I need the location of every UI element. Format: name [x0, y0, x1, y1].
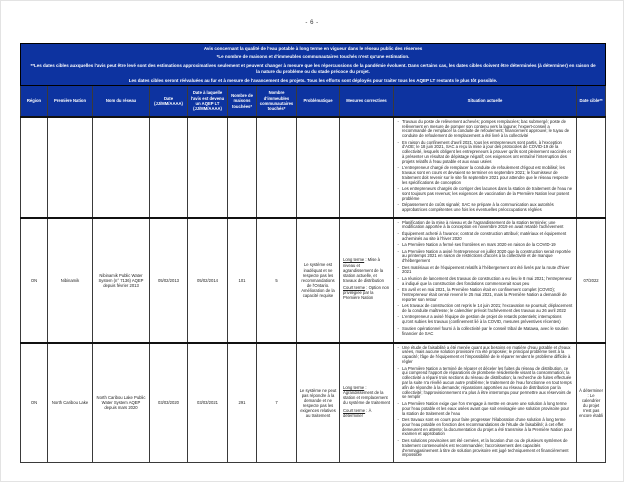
- situation-bullet: - Une étude de faisabilité a été menée quant aux besoins en matière d'eau potable et d'eaux usées, mais aucune solution provisoire n'a été proposée; le principal problème tient à la capacité; l'âge de l'équipement et l'impossibilité de le réparer rendent le problème difficile à régler: [397, 346, 573, 365]
- col-header-first-nation: Première Nation: [48, 86, 93, 117]
- cell-problem: [297, 117, 340, 218]
- situation-bullet: - Équipement acheté à l'avance; contrat de construction attribué; matériaux et équipement acheminés au site à l'hiver 2020: [397, 232, 573, 242]
- cell-situation: [394, 117, 577, 218]
- cell-lt-date: 03/03/2021: [188, 343, 228, 463]
- situation-bullet: - En avril et en mai 2021, la Première Nation était en confinement complet (COVID); l'entrepreneur était censé revenir le 25 mai 2021, mais la Première Nation a demandé de reporter son retour: [397, 288, 573, 302]
- banner-footnote-3: Les dates cibles seront réévaluées au fur et à mesure de l'avancement des projets. Tous les efforts sont déployés pour traiter tous les AQEP LT restants le plus tôt possible.: [128, 77, 498, 83]
- cell-homes: 101: [228, 218, 257, 343]
- situation-bullet: - Travaux du poste de relèvement achevés; pompes remplacées; bac submergé; poste de relèvement en mesure de pomper son contenu vers la lagune; l'expert-conseil a recommandé de remplacer la conduite de refoulement; financement approuvé; le tuyau de conduite de refoulement de remplacement a été livré à la collectivité: [397, 120, 573, 139]
- page-number: - 6 -: [305, 20, 319, 26]
- situation-bullet-list: [397, 221, 573, 337]
- situation-bullet: - Dépassement de coûts signalé; SAC se prépare à la communication aux autorités approbatrices compétentes une fois les éventuelles préoccupations réglées: [397, 203, 573, 213]
- banner-footnote-2: **Les dates cibles auxquelles l'avis peut être levé sont des estimations approximatives seulement et peuvent changer à mesure que les répercussions de la pandémie évoluent. Dans certains cas, les dates cibles doivent être déterminées (à déterminer) en raison de la nature du problème ou du stade précoce du projet.: [30, 63, 596, 75]
- cell-buildings: [257, 117, 297, 218]
- advisory-row-nibinamik: [21, 218, 606, 343]
- col-header-buildings: Nombre d'immeubles communautaires touchés*: [257, 86, 297, 117]
- cell-measures: [340, 218, 394, 343]
- cell-date: 05/02/2013: [150, 218, 188, 343]
- measure-long-term: Long terme : Agrandissement de la station et remplacement du système de traitement: [343, 385, 391, 406]
- cell-situation: [394, 343, 577, 463]
- col-header-date: Date (JJ/MM/AAAA): [150, 86, 188, 117]
- cell-measures: [340, 343, 394, 463]
- col-header-target-date: Date cible**: [577, 86, 606, 117]
- cell-problem: Le système ne peut pas répondre à la demande et ne respecte pas les exigences relatives au traitement: [297, 343, 340, 463]
- cell-problem: Le système est inadéquat et ne respecte pas les recommandations de l'Ontario. Amélioration de la capacité requise: [297, 218, 340, 343]
- situation-bullet: - Les travaux de construction ont repris le 14 juin 2021; l'excavation se poursuit; déplacement de la conduite maîtresse; le calendrier prévoit l'achèvement des travaux au 26 avril 2022: [397, 304, 573, 314]
- col-header-network-name: Nom du réseau: [93, 86, 150, 117]
- cell-first-nation: North Caribou Lake: [48, 343, 93, 463]
- cell-lt-date: [188, 117, 228, 218]
- banner-lines: [21, 44, 605, 85]
- cell-network-name: [93, 117, 150, 218]
- situation-bullet: - La Première Nation a terminé de réparer et déceler les fuites du réseau de distribution, ce qui comprend l'apport de réparations de plomberie résidentielle visant la consommation; la collectivité a réparé trois sections du réseau de distribution; la recherche de fuites effectuée par la suite n'a révélé aucun autre problème; le traitement de l'eau fonctionne en tout temps afin de répondre à la demande; réparations apportées au réseau de distribution par la collectivité; l'approvisionnement n'a plus à être interrompu pour permettre aux réservoirs de se remplir: [397, 367, 573, 401]
- cell-homes: 291: [228, 343, 257, 463]
- situation-bullet-list: [397, 346, 573, 459]
- situation-bullet: - Les entrepreneurs chargés de corriger des lacunes dans la station de traitement de l'eau ne sont toujours pas revenus; les exigences de vaccination de la Première Nation leur posent problème: [397, 187, 573, 201]
- advisories-table: [20, 43, 606, 463]
- cell-target-date: 07/2022: [577, 218, 606, 343]
- situation-bullet: - La Première Nation exige que l'on s'engage à mettre en œuvre une solution à long terme pour l'eau potable et les eaux usées avant que soit envisagée une solution provisoire pour la station de traitement de l'eau: [397, 402, 573, 416]
- column-header-row: [21, 86, 606, 117]
- situation-bullet: - Des matériaux et de l'équipement relatifs à l'hébergement ont été livrés par la route d'hiver 2021: [397, 266, 573, 276]
- cell-region: ON: [21, 218, 48, 343]
- table-title-banner: [21, 44, 606, 86]
- cell-buildings: 5: [257, 218, 297, 343]
- situation-bullet-list: [397, 120, 573, 213]
- col-header-lt-date: Date à laquelle l'avis est devenu un AQEP LT (JJ/MM/AAAA): [188, 86, 228, 117]
- situation-bullet: - Planification de la mise à niveau et de l'agrandissement de la station terminée; une modification apportée à la conception en novembre 2019 en avait retardé l'achèvement: [397, 221, 573, 231]
- cell-homes: [228, 117, 257, 218]
- banner-footnote-1: *Le nombre de maisons et d'immeubles communautaires touchés n'est qu'une estimation.: [216, 54, 410, 60]
- cell-first-nation: Nibinamik: [48, 218, 93, 343]
- measure-short-term: Court terme : À déterminer: [343, 407, 372, 418]
- banner-title: Avis concernant la qualité de l'eau potable à long terme en vigueur dans le réseau public des réserves: [203, 45, 423, 51]
- advisory-row-north-caribou-lake: [21, 343, 606, 463]
- cell-date: [150, 117, 188, 218]
- cell-network-name: North Caribou Lake Public Water System AQEP depuis mars 2020: [93, 343, 150, 463]
- col-header-region: Région: [21, 86, 48, 117]
- cell-date: 03/03/2020: [150, 343, 188, 463]
- measure-long-term: Long terme : Mise à niveau et agrandissement de la station actuelle, et travaux de distribution: [343, 257, 384, 283]
- col-header-homes: Nombre de maisons touchées*: [228, 86, 257, 117]
- measure-short-term: Court terme : Option non privilégiée par la Première Nation: [343, 285, 390, 301]
- cell-buildings: 7: [257, 343, 297, 463]
- situation-bullet: - Soutien opérationnel fourni à la collectivité par le conseil tribal de Matawa, avec le soutien financier de SAC: [397, 327, 573, 337]
- col-header-problem: Problématique: [297, 86, 340, 117]
- situation-bullet: - Des travaux sont en cours pour faire progresser l'élaboration d'une solution à long terme pour l'eau potable en fonction des recommandations de l'étude de faisabilité; à cet effet demeurent en attente; la documentation du projet a été transmise à la Première Nation pour examen et approbation: [397, 418, 573, 437]
- cell-target-date: [577, 117, 606, 218]
- situation-bullet: - La Première Nation a fermé ses frontières en mars 2020 en raison de la COVID-19: [397, 243, 573, 248]
- cell-lt-date: 05/02/2014: [188, 218, 228, 343]
- col-header-measures: Mesures correctives: [340, 86, 394, 117]
- situation-bullet: - La réunion de lancement des travaux de construction a eu lieu le 8 mai 2021; l'entrepreneur a indiqué que la construction des fondations commencerait sous peu: [397, 277, 573, 287]
- cell-situation: [394, 218, 577, 343]
- col-header-situation: Situation actuelle: [394, 86, 577, 117]
- cell-region: [21, 117, 48, 218]
- situation-bullet: - L'entrepreneur a avisé l'équipe de gestion de projet de retards potentiels; interruptions qu'ont subies les travaux (confinement lié à la COVID, mesures préventives récentes): [397, 315, 573, 325]
- cell-first-nation: [48, 117, 93, 218]
- advisory-row-continuation: [21, 117, 606, 218]
- cell-region: ON: [21, 343, 48, 463]
- cell-target-date: À déterminer : Le calendrier du projet n'est pas encore établi: [577, 343, 606, 463]
- cell-measures: [340, 117, 394, 218]
- situation-bullet: - L'entrepreneur chargé de remplacer la conduite de refoulement d'égout est mobilisé; les travaux sont en cours et devraient se terminer en septembre 2021; le fournisseur de traitement doit revenir sur le site fin septembre 2021 pour attendre que le réseau respecte les spécifications de conception: [397, 166, 573, 185]
- situation-bullet: - En raison du confinement d'avril 2021, tous les entrepreneurs sont partis, à l'exception d'AOE; le 18 juin 2021, SAC a reçu la mise à jour des protocoles de COVID-19 de la collectivité, lesquels obligent les entrepreneurs à prouver qu'ils sont pleinement vaccinés et à présenter un résultat de dépistage négatif; ces exigences ont entraîné l'interruption des projets relatifs à l'eau potable et aux eaux usées: [397, 141, 573, 165]
- cell-network-name: Nibinamik Public Water System (n° 7136) AQEP depuis février 2013: [93, 218, 150, 343]
- situation-bullet: - Des solutions provisoires ont été cernées, et la location d'un ou de plusieurs systèmes de traitement conteneurisés est recommandée; l'accroissement des capacités d'emmagasinement à titre de solution provisoire est jugé techniquement et financièrement impossible: [397, 439, 573, 458]
- situation-bullet: - La Première Nation a avisé l'entrepreneur en juillet 2020 que la construction serait reportée au printemps 2021 en raison de restrictions d'accès à la collectivité et de manque d'hébergement: [397, 250, 573, 264]
